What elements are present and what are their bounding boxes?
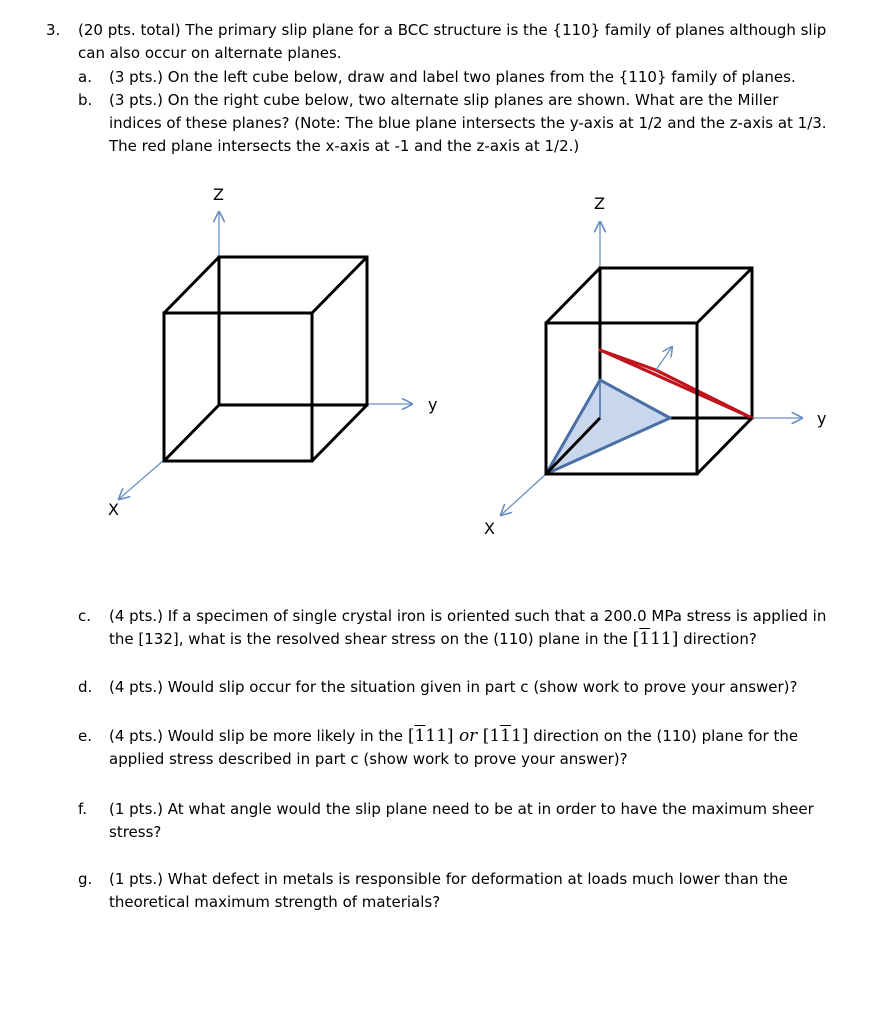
part-c-line-2 [109, 628, 757, 650]
right-z-label: Z [594, 194, 605, 213]
right-x-axis [501, 474, 546, 515]
part-c-letter: c. [78, 607, 92, 625]
part-a-text: (3 pts.) On the left cube below, draw and label two planes from the {110} family of planes. [109, 68, 796, 86]
right-edge-br [697, 418, 752, 474]
part-e-line-2: applied stress described in part c (show work to prove your answer)? [109, 750, 628, 768]
part-c-line-2-before: the [132], what is the resolved shear stress on the (110) plane in the [109, 630, 633, 648]
left-y-label: y [428, 395, 438, 414]
part-b-line-2: indices of these planes? (Note: The blue plane intersects the y-axis at 1/2 and the z-axis at 1/3. [109, 114, 827, 132]
left-edge-bl [164, 405, 219, 461]
intro-line-2: can also occur on alternate planes. [78, 44, 342, 62]
part-b-line-3: The red plane intersects the x-axis at -1 and the z-axis at 1/2.) [109, 137, 580, 155]
left-x-axis [119, 460, 164, 499]
left-edge-tl [164, 257, 219, 313]
part-e-direction-1: [111] [407, 726, 454, 746]
left-cube [119, 212, 412, 499]
part-g-line-2: theoretical maximum strength of materials? [109, 893, 441, 911]
part-f-line-2: stress? [109, 823, 162, 841]
part-c-line-2-after: direction? [678, 630, 757, 648]
intro-line-1: (20 pts. total) The primary slip plane for a BCC structure is the {110} family of planes although slip [78, 21, 827, 39]
problem-number: 3. [46, 21, 61, 39]
part-g-letter: g. [78, 870, 93, 888]
left-edge-tr [312, 257, 367, 313]
right-x-label: X [484, 519, 495, 538]
part-d-letter: d. [78, 678, 93, 696]
left-x-label: X [108, 500, 119, 519]
right-cube [501, 222, 802, 515]
right-edge-tr [697, 268, 752, 323]
part-f-letter: f. [78, 800, 87, 818]
part-e-letter: e. [78, 727, 92, 745]
left-z-label: Z [213, 185, 224, 204]
part-d-text: (4 pts.) Would slip occur for the situation given in part c (show work to prove your answer)? [109, 678, 798, 696]
blue-slip-plane [546, 380, 670, 474]
part-g-line-1: (1 pts.) What defect in metals is responsible for deformation at loads much lower than the [109, 870, 788, 888]
part-c-line-1: (4 pts.) If a specimen of single crystal iron is oriented such that a 200.0 MPa stress is applied in [109, 607, 827, 625]
part-e-line-1: (4 pts.) Would slip be more likely in the [111] or [111] direction on the (110) plane for the [109, 726, 799, 746]
right-edge-tl [546, 268, 600, 323]
part-f-line-1: (1 pts.) At what angle would the slip plane need to be at in order to have the maximum sheer [109, 800, 814, 818]
red-plane-normal-arrow [656, 347, 672, 370]
part-b-line-1: (3 pts.) On the right cube below, two alternate slip planes are shown. What are the Miller [109, 91, 779, 109]
part-e-or: or [453, 726, 483, 746]
part-b-letter: b. [78, 91, 93, 109]
right-y-label: y [817, 409, 827, 428]
left-edge-br [312, 405, 367, 461]
part-e-direction-2: [111] [482, 726, 529, 746]
part-c-direction: [111] [632, 629, 679, 649]
part-a-letter: a. [78, 68, 92, 86]
